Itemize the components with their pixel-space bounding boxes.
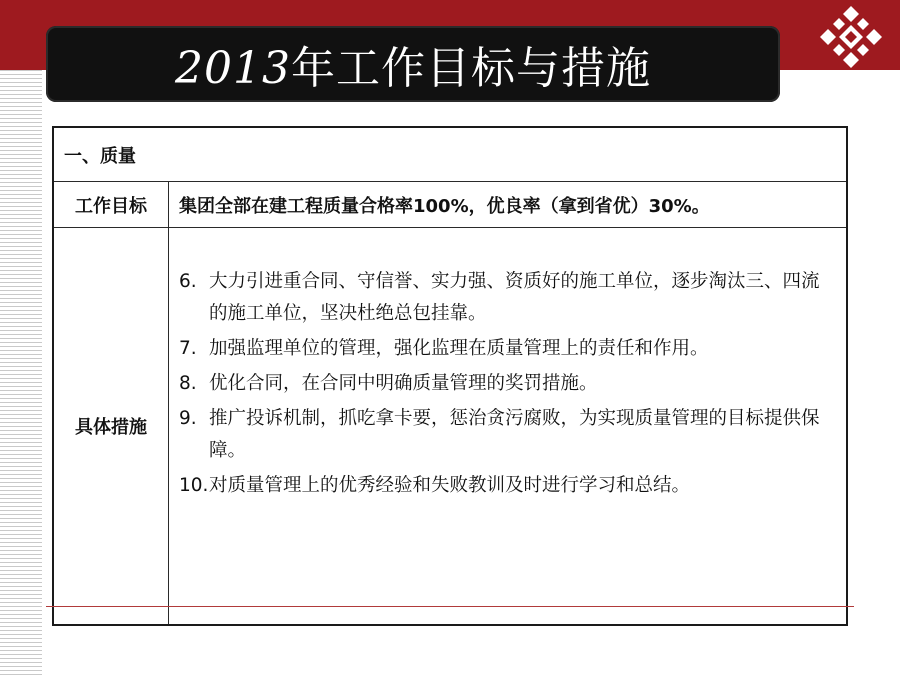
list-item (179, 333, 832, 365)
item-text: 大力引进重合同、守信誉、实力强、资质好的施工单位，逐步淘汰三、四流的施工单位，坚决杜绝总包挂靠。 (209, 271, 820, 324)
item-number: 8. (179, 373, 197, 394)
item-text: 对质量管理上的优秀经验和失败教训及时进行学习和总结。 (209, 475, 691, 496)
page-title (175, 32, 651, 96)
list-item (179, 470, 832, 502)
goals-measures-table (52, 126, 848, 626)
item-text: 推广投诉机制，抓吃拿卡要，惩治贪污腐败，为实现质量管理的目标提供保障。 (209, 408, 820, 461)
measures-label: 具体措施 (53, 228, 169, 626)
section-row (53, 127, 847, 182)
measures-list (179, 266, 832, 502)
item-text: 优化合同，在合同中明确质量管理的奖罚措施。 (209, 373, 598, 394)
item-number: 6. (179, 271, 197, 292)
list-item (179, 403, 832, 467)
measures-row (53, 228, 847, 626)
diamond-lattice-logo-icon (812, 4, 890, 70)
title-year: 2013 (175, 43, 291, 94)
goal-row (53, 182, 847, 228)
list-item (179, 368, 832, 400)
measures-cell (169, 228, 848, 626)
list-item (179, 266, 832, 330)
goal-label: 工作目标 (53, 182, 169, 228)
item-number: 10. (179, 475, 209, 496)
item-number: 7. (179, 338, 197, 359)
item-number: 9. (179, 408, 197, 429)
left-decorative-stripes (0, 70, 42, 675)
item-text: 加强监理单位的管理，强化监理在质量管理上的责任和作用。 (209, 338, 709, 359)
section-heading: 一、质量 (53, 127, 847, 182)
title-main-text: 年工作目标与措施 (290, 43, 651, 94)
bottom-divider (46, 606, 854, 607)
title-banner (46, 26, 780, 102)
goal-text: 集团全部在建工程质量合格率100%，优良率（拿到省优）30%。 (169, 182, 848, 228)
